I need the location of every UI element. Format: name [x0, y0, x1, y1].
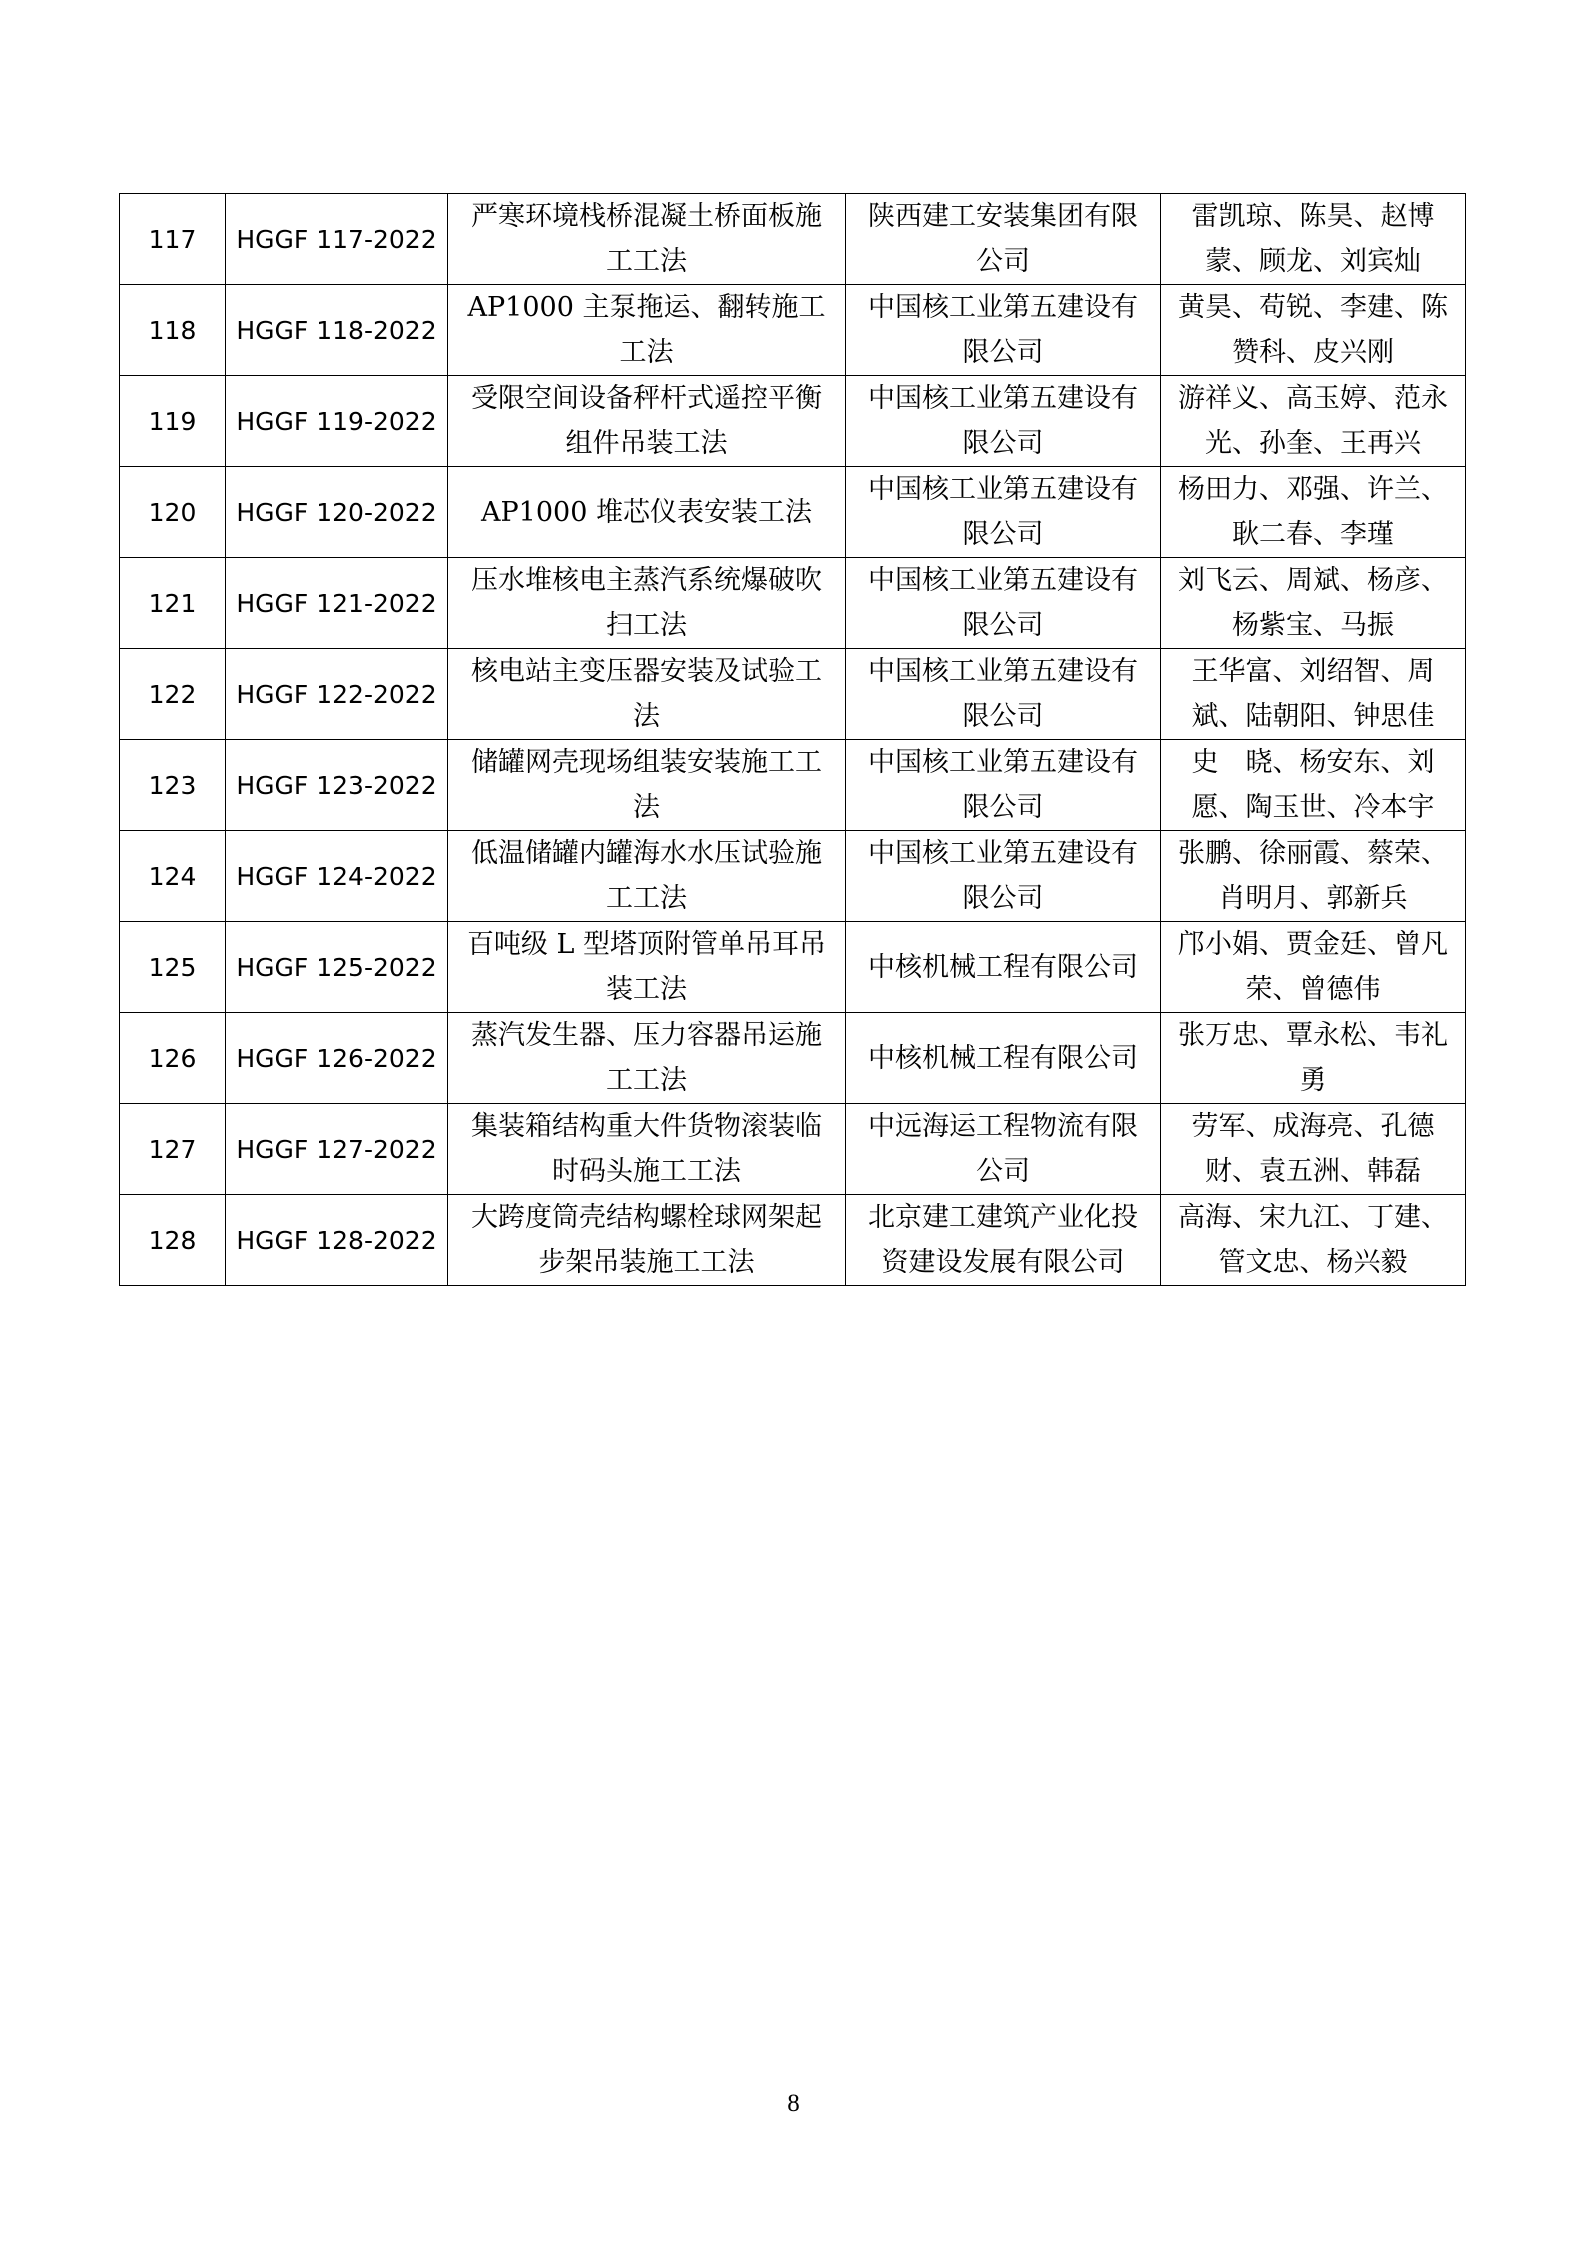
- row-number: 123: [120, 740, 226, 831]
- contributors: 高海、宋九江、丁建、管文忠、杨兴毅: [1161, 1195, 1466, 1286]
- contributors: 游祥义、高玉婷、范永光、孙奎、王再兴: [1161, 376, 1466, 467]
- contributors: 劳军、成海亮、孔德财、袁五洲、韩磊: [1161, 1104, 1466, 1195]
- company-name: 北京建工建筑产业化投资建设发展有限公司: [846, 1195, 1161, 1286]
- method-title: 压水堆核电主蒸汽系统爆破吹扫工法: [448, 558, 846, 649]
- company-name: 中核机械工程有限公司: [846, 922, 1161, 1013]
- contributors: 黄昊、苟锐、李建、陈赞科、皮兴刚: [1161, 285, 1466, 376]
- row-number: 120: [120, 467, 226, 558]
- table-row: [120, 1013, 1466, 1104]
- method-title: AP1000 主泵拖运、翻转施工工法: [448, 285, 846, 376]
- table-row: [120, 831, 1466, 922]
- row-number: 125: [120, 922, 226, 1013]
- contributors: 雷凯琼、陈昊、赵博蒙、顾龙、刘宾灿: [1161, 194, 1466, 285]
- contributors: 刘飞云、周斌、杨彦、杨紫宝、马振: [1161, 558, 1466, 649]
- company-name: 中国核工业第五建设有限公司: [846, 467, 1161, 558]
- table-row: [120, 922, 1466, 1013]
- method-title: 储罐网壳现场组装安装施工工法: [448, 740, 846, 831]
- contributors: 邝小娟、贾金廷、曾凡荣、曾德伟: [1161, 922, 1466, 1013]
- row-number: 122: [120, 649, 226, 740]
- method-title: 百吨级 L 型塔顶附管单吊耳吊装工法: [448, 922, 846, 1013]
- method-title: 严寒环境栈桥混凝土桥面板施工工法: [448, 194, 846, 285]
- award-list-table: [119, 193, 1466, 1286]
- company-name: 中国核工业第五建设有限公司: [846, 376, 1161, 467]
- standard-code: HGGF 121-2022: [226, 558, 448, 649]
- table-row: [120, 285, 1466, 376]
- company-name: 中国核工业第五建设有限公司: [846, 831, 1161, 922]
- standard-code: HGGF 120-2022: [226, 467, 448, 558]
- contributors: 张鹏、徐丽霞、蔡荣、肖明月、郭新兵: [1161, 831, 1466, 922]
- standard-code: HGGF 124-2022: [226, 831, 448, 922]
- contributors: 张万忠、覃永松、韦礼勇: [1161, 1013, 1466, 1104]
- standard-code: HGGF 127-2022: [226, 1104, 448, 1195]
- table-row: [120, 1104, 1466, 1195]
- standard-code: HGGF 126-2022: [226, 1013, 448, 1104]
- contributors: 杨田力、邓强、许兰、耿二春、李瑾: [1161, 467, 1466, 558]
- table-row: [120, 376, 1466, 467]
- row-number: 121: [120, 558, 226, 649]
- method-title: AP1000 堆芯仪表安装工法: [448, 467, 846, 558]
- row-number: 118: [120, 285, 226, 376]
- company-name: 中国核工业第五建设有限公司: [846, 558, 1161, 649]
- method-title: 集装箱结构重大件货物滚装临时码头施工工法: [448, 1104, 846, 1195]
- table-row: [120, 1195, 1466, 1286]
- table-row: [120, 740, 1466, 831]
- contributors: 王华富、刘绍智、周斌、陆朝阳、钟思佳: [1161, 649, 1466, 740]
- table-row: [120, 649, 1466, 740]
- contributors: 史 晓、杨安东、刘愿、陶玉世、冷本宇: [1161, 740, 1466, 831]
- row-number: 128: [120, 1195, 226, 1286]
- standard-code: HGGF 123-2022: [226, 740, 448, 831]
- method-title: 大跨度筒壳结构螺栓球网架起步架吊装施工工法: [448, 1195, 846, 1286]
- row-number: 124: [120, 831, 226, 922]
- row-number: 126: [120, 1013, 226, 1104]
- standard-code: HGGF 118-2022: [226, 285, 448, 376]
- standard-code: HGGF 117-2022: [226, 194, 448, 285]
- method-title: 核电站主变压器安装及试验工法: [448, 649, 846, 740]
- company-name: 中国核工业第五建设有限公司: [846, 649, 1161, 740]
- row-number: 127: [120, 1104, 226, 1195]
- method-title: 受限空间设备秤杆式遥控平衡组件吊装工法: [448, 376, 846, 467]
- method-title: 低温储罐内罐海水水压试验施工工法: [448, 831, 846, 922]
- table-row: [120, 467, 1466, 558]
- row-number: 119: [120, 376, 226, 467]
- standard-code: HGGF 125-2022: [226, 922, 448, 1013]
- table-row: [120, 194, 1466, 285]
- row-number: 117: [120, 194, 226, 285]
- page-number: 8: [787, 2090, 800, 2117]
- company-name: 陕西建工安装集团有限公司: [846, 194, 1161, 285]
- company-name: 中核机械工程有限公司: [846, 1013, 1161, 1104]
- company-name: 中国核工业第五建设有限公司: [846, 285, 1161, 376]
- company-name: 中国核工业第五建设有限公司: [846, 740, 1161, 831]
- standard-code: HGGF 122-2022: [226, 649, 448, 740]
- standard-code: HGGF 128-2022: [226, 1195, 448, 1286]
- table-row: [120, 558, 1466, 649]
- method-title: 蒸汽发生器、压力容器吊运施工工法: [448, 1013, 846, 1104]
- company-name: 中远海运工程物流有限公司: [846, 1104, 1161, 1195]
- standard-code: HGGF 119-2022: [226, 376, 448, 467]
